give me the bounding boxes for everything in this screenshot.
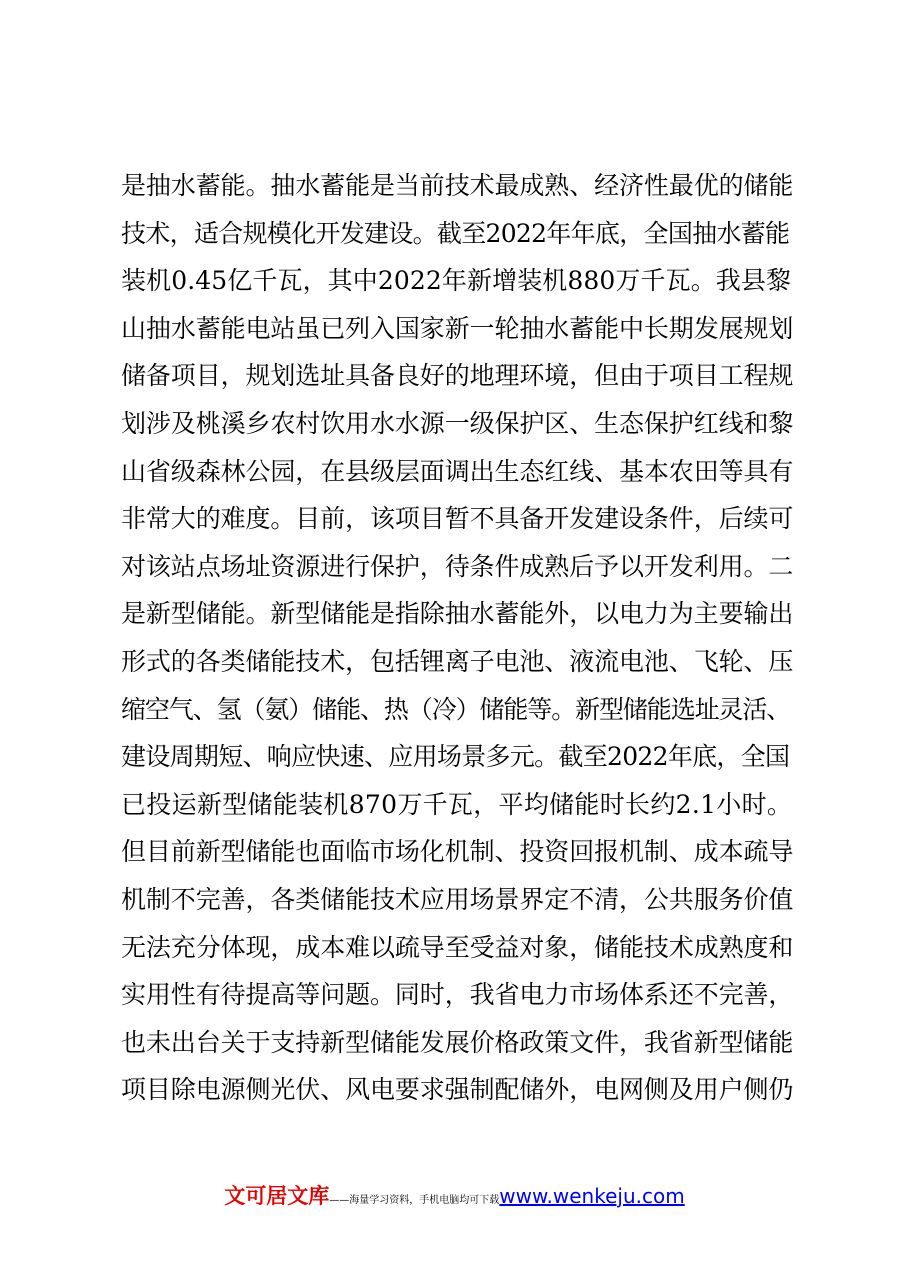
text-line: 对该站点场址资源进行保护，待条件成熟后予以开发利用。二 (121, 551, 794, 581)
text-line: 建设周期短、响应快速、应用场景多元。截至2022年底，全国 (121, 742, 790, 772)
footer-banner (0, 1181, 909, 1216)
footer-site-link[interactable]: www.wenkeju.com (499, 1184, 685, 1208)
footer-slogan: ——海量学习资料，手机电脑均可下载 (329, 1195, 500, 1206)
text-line: 形式的各类储能技术，包括锂离子电池、液流电池、飞轮、压 (121, 646, 794, 676)
text-line: 非常大的难度。目前，该项目暂不具备开发建设条件，后续可 (121, 504, 794, 534)
text-line: 已投运新型储能装机870万千瓦，平均储能时长约2.1小时。 (121, 789, 793, 819)
text-line: 但目前新型储能也面临市场化机制、投资回报机制、成本疏导 (121, 837, 794, 867)
text-line: 山抽水蓄能电站虽已列入国家新一轮抽水蓄能中长期发展规划 (121, 313, 794, 343)
text-line: 技术，适合规模化开发建设。截至2022年年底，全国抽水蓄能 (121, 218, 790, 248)
text-line: 机制不完善，各类储能技术应用场景界定不清，公共服务价值 (121, 884, 794, 914)
body-text (121, 162, 793, 1114)
text-line: 也未出台关于支持新型储能发展价格政策文件，我省新型储能 (121, 1027, 794, 1057)
text-line: 储备项目，规划选址具备良好的地理环境，但由于项目工程规 (121, 361, 794, 391)
text-line: 无法充分体现，成本难以疏导至受益对象，储能技术成熟度和 (121, 932, 794, 962)
text-line: 项目除电源侧光伏、风电要求强制配储外，电网侧及用户侧仍 (121, 1075, 794, 1105)
text-line: 装机0.45亿千瓦，其中2022年新增装机880万千瓦。我县黎 (121, 266, 792, 296)
footer-brand: 文可居文库 (224, 1184, 330, 1208)
text-line: 划涉及桃溪乡农村饮用水水源一级保护区、生态保护红线和黎 (121, 408, 794, 438)
text-line: 缩空气、氢（氨）储能、热（冷）储能等。新型储能选址灵活、 (121, 694, 791, 724)
text-line: 是新型储能。新型储能是指除抽水蓄能外，以电力为主要输出 (121, 599, 794, 629)
text-line: 山省级森林公园，在县级层面调出生态红线、基本农田等具有 (121, 456, 794, 486)
text-line: 是抽水蓄能。抽水蓄能是当前技术最成熟、经济性最优的储能 (121, 171, 794, 200)
text-line: 实用性有待提高等问题。同时，我省电力市场体系还不完善， (121, 980, 794, 1010)
